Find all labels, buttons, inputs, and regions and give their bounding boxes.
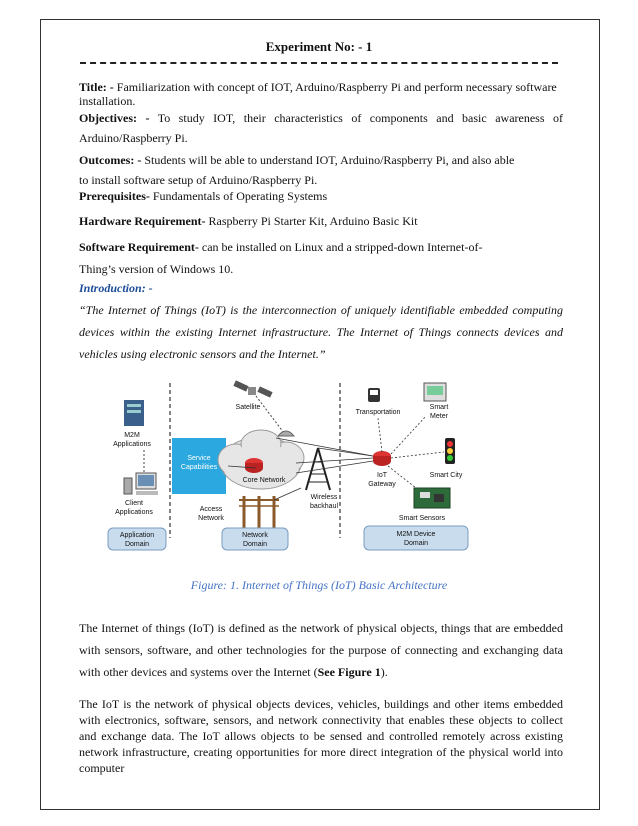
smart-meter-label-2: Meter xyxy=(430,413,448,420)
smart-city-label: Smart City xyxy=(429,472,463,479)
outcomes-line1: Students will be able to understand IOT, Arduino/Raspberry Pi, and also able xyxy=(141,153,515,167)
prerequisites-label: Prerequisites- xyxy=(79,189,150,203)
outcomes-line2: to install software setup of Arduino/Raspberry Pi. xyxy=(79,173,318,187)
hardware-paragraph xyxy=(79,214,563,228)
body-p1-after: ). xyxy=(380,665,388,679)
software-line1: can be installed on Linux and a stripped-down Internet-of- xyxy=(198,240,483,254)
body-paragraph-1 xyxy=(79,617,563,683)
iot-gateway-label-2: Gateway xyxy=(368,481,396,488)
client-apps-label-2: Applications xyxy=(115,509,153,516)
outcomes-paragraph xyxy=(79,150,563,190)
smart-meter-icon xyxy=(424,383,446,401)
iot-gateway-icon xyxy=(373,451,391,466)
m2m-apps-label-2: Applications xyxy=(113,441,151,448)
m2m-server-icon xyxy=(124,400,144,426)
application-domain-label-2: Domain xyxy=(124,541,150,548)
access-network-label-1: Access xyxy=(199,506,223,513)
wireless-label-1: Wireless xyxy=(310,494,338,501)
figure-reference: See Figure 1 xyxy=(317,665,381,679)
body-paragraph-2: The IoT is the network of physical objects devices, vehicles, buildings and other items embedded with electronics, software, sensors, and network connectivity that enables these objects to collect and exchange data. The IoT allows objects to be sensed and controlled remotely across existing network infrastructure, creating opportunities for more direct integration of the physical world into computer xyxy=(79,697,563,775)
m2m-apps-label-1: M2M xyxy=(124,432,140,439)
core-network-label: Core Network xyxy=(242,477,286,484)
service-label-2: Capabilities xyxy=(180,464,218,471)
access-network-label-2: Network xyxy=(198,515,224,522)
application-domain-label-1: Application xyxy=(119,532,155,539)
hardware-text: Raspberry Pi Starter Kit, Arduino Basic Kit xyxy=(205,214,418,228)
figure-caption: Figure: 1. Internet of Things (IoT) Basic Architecture xyxy=(190,578,448,592)
service-label-1: Service xyxy=(187,455,211,462)
title-label: Title: - xyxy=(79,80,114,94)
wireless-label-2: backhaul xyxy=(309,503,339,510)
hardware-label: Hardware Requirement- xyxy=(79,214,206,228)
prerequisites-text: Fundamentals of Operating Systems xyxy=(149,189,328,203)
train-icon xyxy=(368,388,380,402)
m2m-device-domain-label-2: Domain xyxy=(403,540,429,547)
m2m-device-domain-label-1: M2M Device xyxy=(396,531,436,538)
router-icon xyxy=(245,458,263,473)
prerequisites-paragraph xyxy=(79,189,563,203)
satellite-label: Satellite xyxy=(235,404,261,411)
body-p1-before: The Internet of things (IoT) is defined as the network of physical objects, things that are embedded with sensors, software, and other technologies for the purpose of connecting and exchanging data with other devices and systems over the Internet ( xyxy=(79,621,563,679)
objectives-label: Objectives: - xyxy=(79,111,150,125)
iot-gateway-label-1: IoT xyxy=(376,472,388,479)
access-network-poles-icon xyxy=(239,496,279,533)
smart-meter-label-1: Smart xyxy=(429,404,449,411)
experiment-title: Experiment No: - 1 xyxy=(265,39,373,54)
transportation-label: Transportation xyxy=(355,409,401,416)
iot-architecture-figure xyxy=(96,378,542,559)
network-domain-label-2: Domain xyxy=(242,541,268,548)
title-separator xyxy=(80,62,558,64)
traffic-light-icon xyxy=(445,438,455,464)
software-paragraph xyxy=(79,236,563,280)
software-line2: Thing’s version of Windows 10. xyxy=(79,262,234,276)
objectives-paragraph xyxy=(79,108,563,148)
client-apps-label-1: Client xyxy=(125,500,143,507)
software-label: Software Requirement- xyxy=(79,240,199,254)
introduction-quote: “The Internet of Things (IoT) is the interconnection of uniquely identifiable embedded computing devices within the existing Internet infrastructure. The Internet of Things connects devices and vehicles using electronic sensors and the Internet.” xyxy=(79,303,563,361)
title-text: Familiarization with concept of IOT, Arduino/Raspberry Pi and perform necessary software installation. xyxy=(79,80,557,108)
network-domain-label-1: Network xyxy=(242,532,268,539)
outcomes-label: Outcomes: - xyxy=(79,153,142,167)
title-paragraph xyxy=(79,80,563,108)
objectives-text: To study IOT, their characteristics of components and basic awareness of Arduino/Raspberry Pi. xyxy=(79,111,563,145)
smart-sensors-label: Smart Sensors xyxy=(398,515,446,522)
sensor-board-icon xyxy=(414,488,450,508)
introduction-heading: Introduction: - xyxy=(79,281,153,295)
